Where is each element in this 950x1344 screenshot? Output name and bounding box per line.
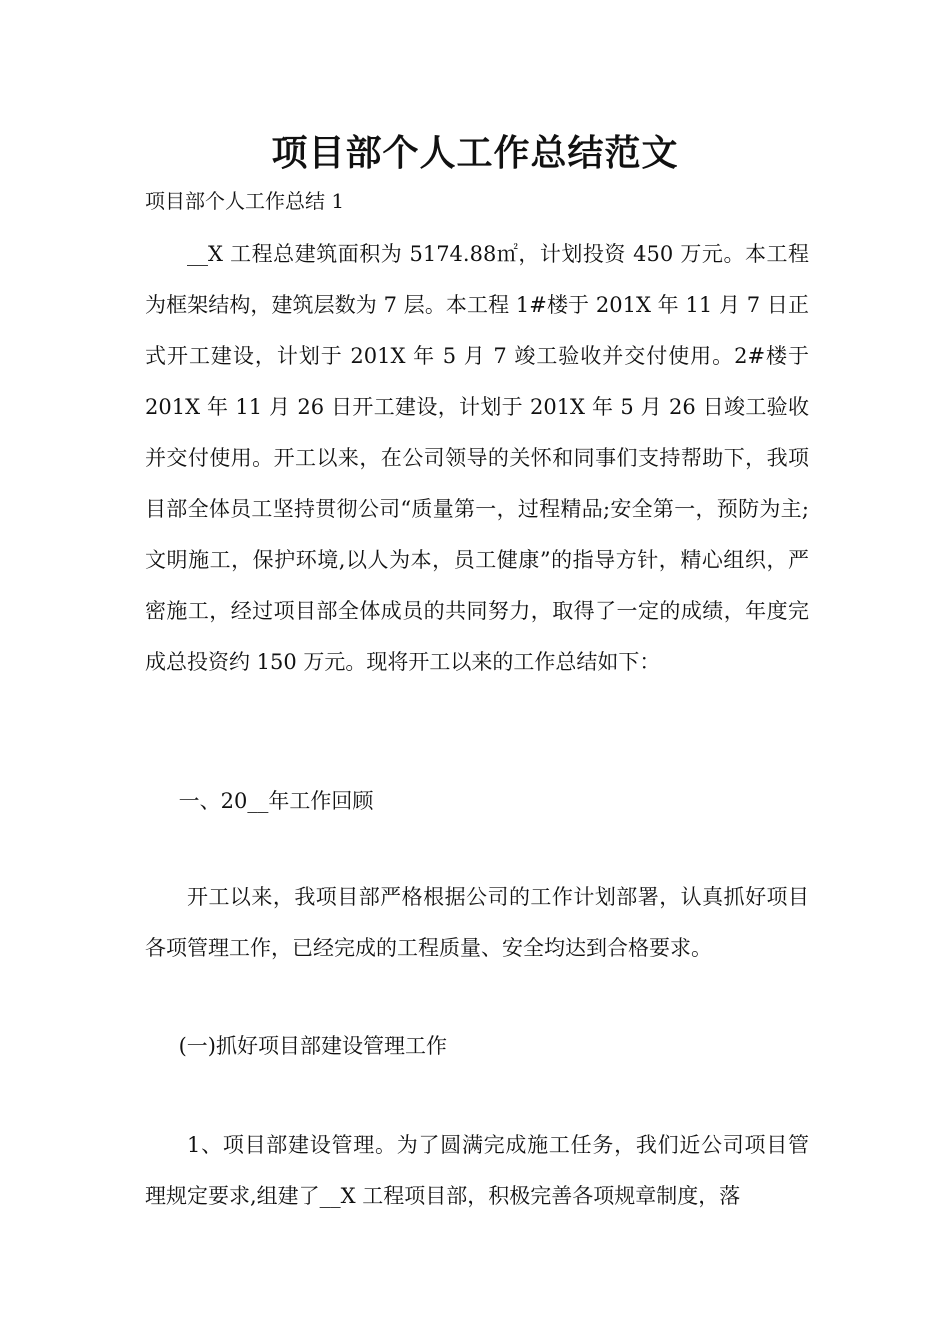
document-subtitle: 项目部个人工作总结 1 bbox=[145, 189, 345, 213]
document-title: 项目部个人工作总结范文 bbox=[271, 133, 679, 174]
body-paragraph: 1、项目部建设管理。为了圆满完成施工任务，我们近公司项目管理规定要求,组建了__X 工程项目部，积极完善各项规章制度，落 bbox=[145, 1133, 809, 1208]
subsection-heading: (一)抓好项目部建设管理工作 bbox=[178, 1034, 447, 1058]
section-heading: 一、20__年工作回顾 bbox=[178, 789, 374, 813]
body-paragraph: __X 工程总建筑面积为 5174.88㎡，计划投资 450 万元。本工程为框架结构，建筑层数为 7 层。本工程 1#楼于 201X 年 11 月 7 日正式开工建设，计划于 201X 年 5 月 7 竣工验收并交付使用。2#楼于 201X 年 11 月 26 日开工建设，计划于 201X 年 5 月 26 日竣工验收并交付使用。开工以来，在公司领导的关怀和同事们支持帮助下，我项目部全体员工坚持贯彻公司“质量第一，过程精品;安全第一，预防为主;文明施工，保护环境,以人为本，员工健康”的指导方针，精心组织，严密施工，经过项目部全体成员的共同努力，取得了一定的成绩，年度完成总投资约 150 万元。现将开工以来的工作总结如下： bbox=[145, 242, 809, 674]
body-paragraph: 开工以来，我项目部严格根据公司的工作计划部署，认真抓好项目各项管理工作，已经完成的工程质量、安全均达到合格要求。 bbox=[145, 885, 809, 960]
